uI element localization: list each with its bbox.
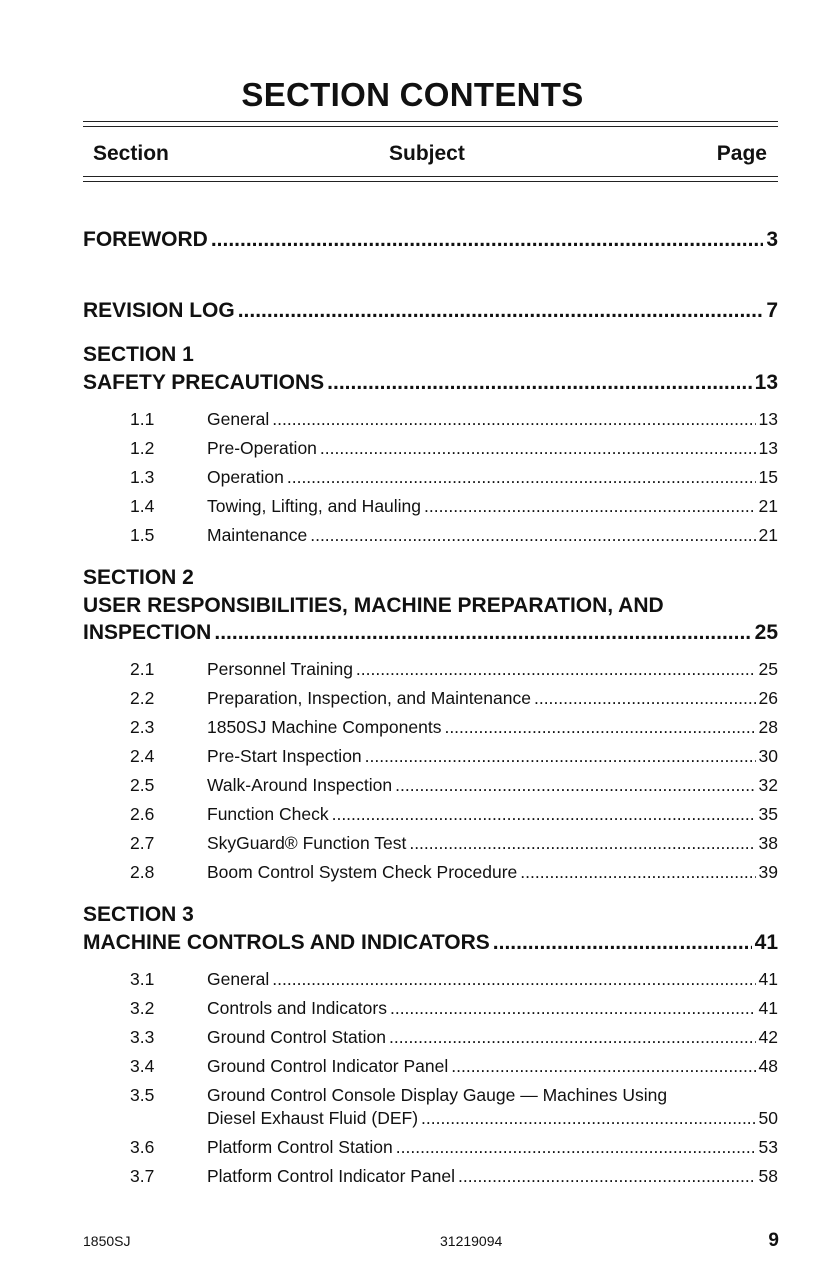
toc-subentry-page: 13 [758, 438, 778, 458]
toc-entry-section-1[interactable] [83, 371, 778, 395]
toc-subentry-number: 1.5 [130, 525, 155, 545]
toc-subentry-2-1[interactable] [130, 659, 778, 680]
column-header-section: Section [93, 142, 169, 165]
toc-subentry-3-7[interactable] [130, 1166, 778, 1187]
toc-subentry-1-1[interactable] [130, 409, 778, 430]
toc-subentry-page: 42 [758, 1027, 778, 1047]
toc-subentry-3-6[interactable] [130, 1137, 778, 1158]
toc-subentry-title: Ground Control Indicator Panel [207, 1056, 449, 1076]
toc-subentry-number: 2.5 [130, 775, 155, 795]
toc-subentry-number: 2.8 [130, 862, 155, 882]
section-2-title-line-1: USER RESPONSIBILITIES, MACHINE PREPARATION, AND [83, 594, 664, 617]
footer-doc-number: 31219094 [440, 1233, 503, 1249]
toc-entry-page: 41 [754, 931, 778, 954]
toc-entry-revision-log[interactable] [83, 299, 778, 323]
toc-subentry-title: Controls and Indicators [207, 998, 387, 1018]
toc-subentry-number: 2.6 [130, 804, 155, 824]
toc-subentry-2-8[interactable] [130, 862, 778, 883]
dot-leader [395, 775, 755, 796]
toc-entry-title: INSPECTION [83, 621, 212, 644]
toc-subentry-3-1[interactable] [130, 969, 778, 990]
dot-leader [310, 525, 755, 546]
toc-subentry-3-4[interactable] [130, 1056, 778, 1077]
toc-subentry-2-7[interactable] [130, 833, 778, 854]
toc-entry-section-3[interactable] [83, 931, 778, 955]
toc-subentry-title: Diesel Exhaust Fluid (DEF) [207, 1108, 419, 1128]
toc-subentry-number: 3.4 [130, 1056, 155, 1076]
toc-subentry-title: Towing, Lifting, and Hauling [207, 496, 422, 516]
toc-subentry-title: Ground Control Station [207, 1027, 386, 1047]
toc-subentry-3-5-title-line-1: Ground Control Console Display Gauge — Machines Using [207, 1085, 668, 1105]
toc-subentry-3-2[interactable] [130, 998, 778, 1019]
toc-subentry-1-4[interactable] [130, 496, 778, 517]
toc-subentry-3-3[interactable] [130, 1027, 778, 1048]
toc-entry-foreword[interactable] [83, 228, 778, 252]
toc-subentry-page: 35 [758, 804, 778, 824]
toc-subentry-title: Pre-Operation [207, 438, 317, 458]
toc-entry-title: FOREWORD [83, 228, 208, 251]
dot-leader [365, 746, 756, 767]
toc-subentry-3-5-number: 3.5 [130, 1085, 155, 1105]
toc-subentry-title: Personnel Training [207, 659, 353, 679]
toc-subentry-title: Pre-Start Inspection [207, 746, 362, 766]
dot-leader [356, 659, 756, 680]
header-rule-top-2 [83, 126, 778, 127]
toc-subentry-page: 21 [758, 525, 778, 545]
toc-subentry-title: Platform Control Station [207, 1137, 393, 1157]
section-1-label: SECTION 1 [83, 343, 194, 366]
toc-subentry-number: 3.1 [130, 969, 155, 989]
toc-subentry-title: 1850SJ Machine Components [207, 717, 442, 737]
dot-leader [390, 998, 756, 1019]
toc-subentry-3-5[interactable] [207, 1108, 778, 1129]
section-2-label: SECTION 2 [83, 566, 194, 589]
toc-subentry-title: General [207, 969, 270, 989]
toc-subentry-page: 28 [758, 717, 778, 737]
dot-leader [421, 1108, 755, 1129]
toc-subentry-number: 1.4 [130, 496, 155, 516]
dot-leader [534, 688, 756, 709]
dot-leader [444, 717, 755, 738]
dot-leader [327, 371, 751, 395]
dot-leader [520, 862, 755, 883]
toc-subentry-2-6[interactable] [130, 804, 778, 825]
toc-subentry-title: SkyGuard® Function Test [207, 833, 407, 853]
dot-leader [332, 804, 756, 825]
column-header-page: Page [716, 142, 767, 165]
toc-subentry-page: 38 [758, 833, 778, 853]
toc-subentry-1-2[interactable] [130, 438, 778, 459]
toc-subentry-2-5[interactable] [130, 775, 778, 796]
toc-subentry-1-3[interactable] [130, 467, 778, 488]
footer-page-number: 9 [768, 1230, 779, 1251]
toc-subentry-page: 30 [758, 746, 778, 766]
dot-leader [389, 1027, 756, 1048]
toc-subentry-number: 2.4 [130, 746, 155, 766]
toc-entry-title: SAFETY PRECAUTIONS [83, 371, 325, 394]
toc-subentry-page: 21 [758, 496, 778, 516]
toc-entry-title: MACHINE CONTROLS AND INDICATORS [83, 931, 490, 954]
toc-entry-page: 7 [766, 299, 778, 322]
toc-subentry-number: 1.2 [130, 438, 155, 458]
header-rule-top-1 [83, 121, 778, 122]
toc-subentry-2-4[interactable] [130, 746, 778, 767]
toc-subentry-title: Platform Control Indicator Panel [207, 1166, 456, 1186]
toc-subentry-number: 3.2 [130, 998, 155, 1018]
toc-entry-title: REVISION LOG [83, 299, 235, 322]
toc-subentry-title: Walk-Around Inspection [207, 775, 393, 795]
toc-subentry-title: Maintenance [207, 525, 308, 545]
toc-subentry-title: Operation [207, 467, 284, 487]
toc-subentry-page: 53 [758, 1137, 778, 1157]
toc-subentry-page: 41 [758, 998, 778, 1018]
toc-subentry-number: 1.1 [130, 409, 155, 429]
toc-subentry-title: Function Check [207, 804, 329, 824]
toc-subentry-page: 15 [758, 467, 778, 487]
dot-leader [424, 496, 756, 517]
toc-subentry-page: 41 [758, 969, 778, 989]
toc-subentry-2-2[interactable] [130, 688, 778, 709]
toc-subentry-page: 26 [758, 688, 778, 708]
toc-subentry-page: 32 [758, 775, 778, 795]
dot-leader [272, 409, 755, 430]
toc-entry-section-2[interactable] [83, 621, 778, 645]
dot-leader [211, 228, 763, 252]
footer-model: 1850SJ [83, 1233, 131, 1249]
toc-subentry-page: 58 [758, 1166, 778, 1186]
toc-subentry-page: 13 [758, 409, 778, 429]
page-title: SECTION CONTENTS [241, 76, 584, 113]
dot-leader [214, 621, 751, 645]
header-rule-bottom-2 [83, 181, 778, 182]
header-rule-bottom-1 [83, 176, 778, 177]
toc-subentry-number: 2.1 [130, 659, 155, 679]
toc-subentry-page: 25 [758, 659, 778, 679]
toc-entry-page: 13 [754, 371, 778, 394]
dot-leader [396, 1137, 756, 1158]
dot-leader [409, 833, 755, 854]
toc-subentry-page: 48 [758, 1056, 778, 1076]
toc-subentry-number: 2.7 [130, 833, 155, 853]
dot-leader [451, 1056, 755, 1077]
column-header-subject: Subject [389, 142, 465, 165]
section-3-label: SECTION 3 [83, 903, 194, 926]
toc-entry-page: 3 [766, 228, 778, 251]
toc-subentry-number: 1.3 [130, 467, 155, 487]
toc-entry-page: 25 [754, 621, 778, 644]
toc-subentry-number: 3.3 [130, 1027, 155, 1047]
toc-subentry-number: 3.7 [130, 1166, 155, 1186]
dot-leader [272, 969, 755, 990]
toc-subentry-title: Boom Control System Check Procedure [207, 862, 518, 882]
dot-leader [458, 1166, 755, 1187]
toc-subentry-1-5[interactable] [130, 525, 778, 546]
dot-leader [320, 438, 756, 459]
toc-subentry-number: 2.3 [130, 717, 155, 737]
toc-subentry-page: 50 [758, 1108, 778, 1128]
dot-leader [493, 931, 752, 955]
dot-leader [287, 467, 756, 488]
toc-subentry-number: 3.6 [130, 1137, 155, 1157]
toc-subentry-page: 39 [758, 862, 778, 882]
toc-subentry-2-3[interactable] [130, 717, 778, 738]
toc-subentry-title: Preparation, Inspection, and Maintenance [207, 688, 531, 708]
toc-subentry-number: 2.2 [130, 688, 155, 708]
toc-subentry-title: General [207, 409, 270, 429]
dot-leader [238, 299, 764, 323]
